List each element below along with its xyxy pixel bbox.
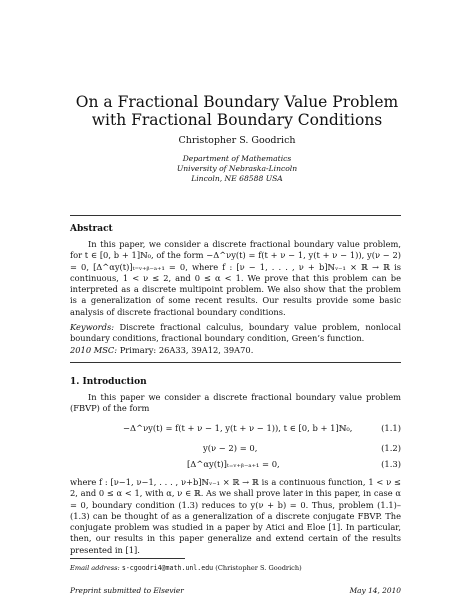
abstract-top-rule	[70, 215, 401, 216]
intro-paragraph-1: In this paper we consider a discrete fractional boundary value problem (FBVP) of the form	[70, 392, 401, 414]
footnote-email	[70, 564, 302, 573]
author-name: Christopher S. Goodrich	[178, 135, 296, 146]
msc-label: 2010 MSC:	[70, 345, 118, 355]
affiliation-university: University of Nebraska-Lincoln	[176, 164, 298, 173]
paper-title-line-2: with Fractional Boundary Conditions	[91, 111, 383, 129]
affiliation-department: Department of Mathematics	[182, 154, 292, 163]
paper-title-line-1: On a Fractional Boundary Value Problem	[75, 93, 399, 111]
msc-text: Primary: 26A33, 39A12, 39A70.	[119, 345, 254, 355]
footnote-email-address[interactable]: s-cgoodri4@math.unl.edu	[121, 564, 214, 572]
equation-number-1-3: (1.3)	[381, 459, 401, 469]
section-heading-introduction: 1. Introduction	[70, 377, 147, 387]
abstract-heading: Abstract	[70, 224, 113, 234]
intro-paragraph-2: where f : [ν−1, ν−1, . . . , ν+b]ℕᵥ₋₁ × ℝ → ℝ is a continuous function, 1 < ν ≤ 2, and 0 ≤ α < 1, with α, ν ∈ ℝ. As we shall prove later in this paper, in case α = 0, boundary condition (1.3) reduces to y(ν + b) = 0. Thus, problem (1.1)–(1.3) can be thought of as a generalization of a discrete conjugate FBVP. The conjugate problem was studied in a paper by Atici and Eloe [1]. In particular, then, our results in this paper generalize and extend certain of the results presented in [1].	[70, 477, 401, 555]
keywords-block	[70, 322, 401, 345]
equation-number-1-1: (1.1)	[381, 423, 401, 433]
footer-preprint: Preprint submitted to Elsevier	[70, 586, 184, 595]
affiliation-city: Lincoln, NE 68588 USA	[191, 174, 283, 183]
footnote-email-label: Email address:	[70, 564, 120, 572]
keywords-text: Discrete fractional calculus, boundary value problem, nonlocal boundary conditions, fractional boundary condition, Green’s function.	[70, 322, 401, 344]
footer-date: May 14, 2010	[349, 586, 401, 595]
footnote-author-name: (Christopher S. Goodrich)	[215, 564, 302, 572]
equation-number-1-2: (1.2)	[381, 443, 401, 453]
abstract-text: In this paper, we consider a discrete fractional boundary value problem, for t ∈ [0, b + 1]ℕ₀, of the form −Δ^νy(t) = f(t + ν − 1, y(t + ν − 1)), y(ν − 2) = 0, [Δ^αy(t)]ₜ₌ᵥ₊ᵦ₋ₐ₊₁ = 0, where f : [ν − 1, . . . , ν + b]ℕᵥ₋₁ × ℝ → ℝ is continuous, 1 < ν ≤ 2, and 0 ≤ α < 1. We prove that this problem can be interpreted as a discrete multipoint problem. We also show that the problem is a generalization of some recent results. Our results provide some basic analysis of discrete fractional boundary conditions.	[70, 239, 401, 317]
keywords-label: Keywords:	[70, 322, 115, 332]
msc-block	[70, 345, 401, 356]
footnote-rule	[70, 558, 185, 559]
equation-1-2: y(ν − 2) = 0,	[203, 443, 258, 453]
abstract-bottom-rule	[70, 362, 401, 363]
equation-1-3: [Δ^αy(t)]ₜ₌ᵥ₊ᵦ₋ₐ₊₁ = 0,	[187, 459, 280, 469]
equation-1-1: −Δ^νy(t) = f(t + ν − 1, y(t + ν − 1)), t ∈ [0, b + 1]ℕ₀,	[123, 423, 353, 433]
